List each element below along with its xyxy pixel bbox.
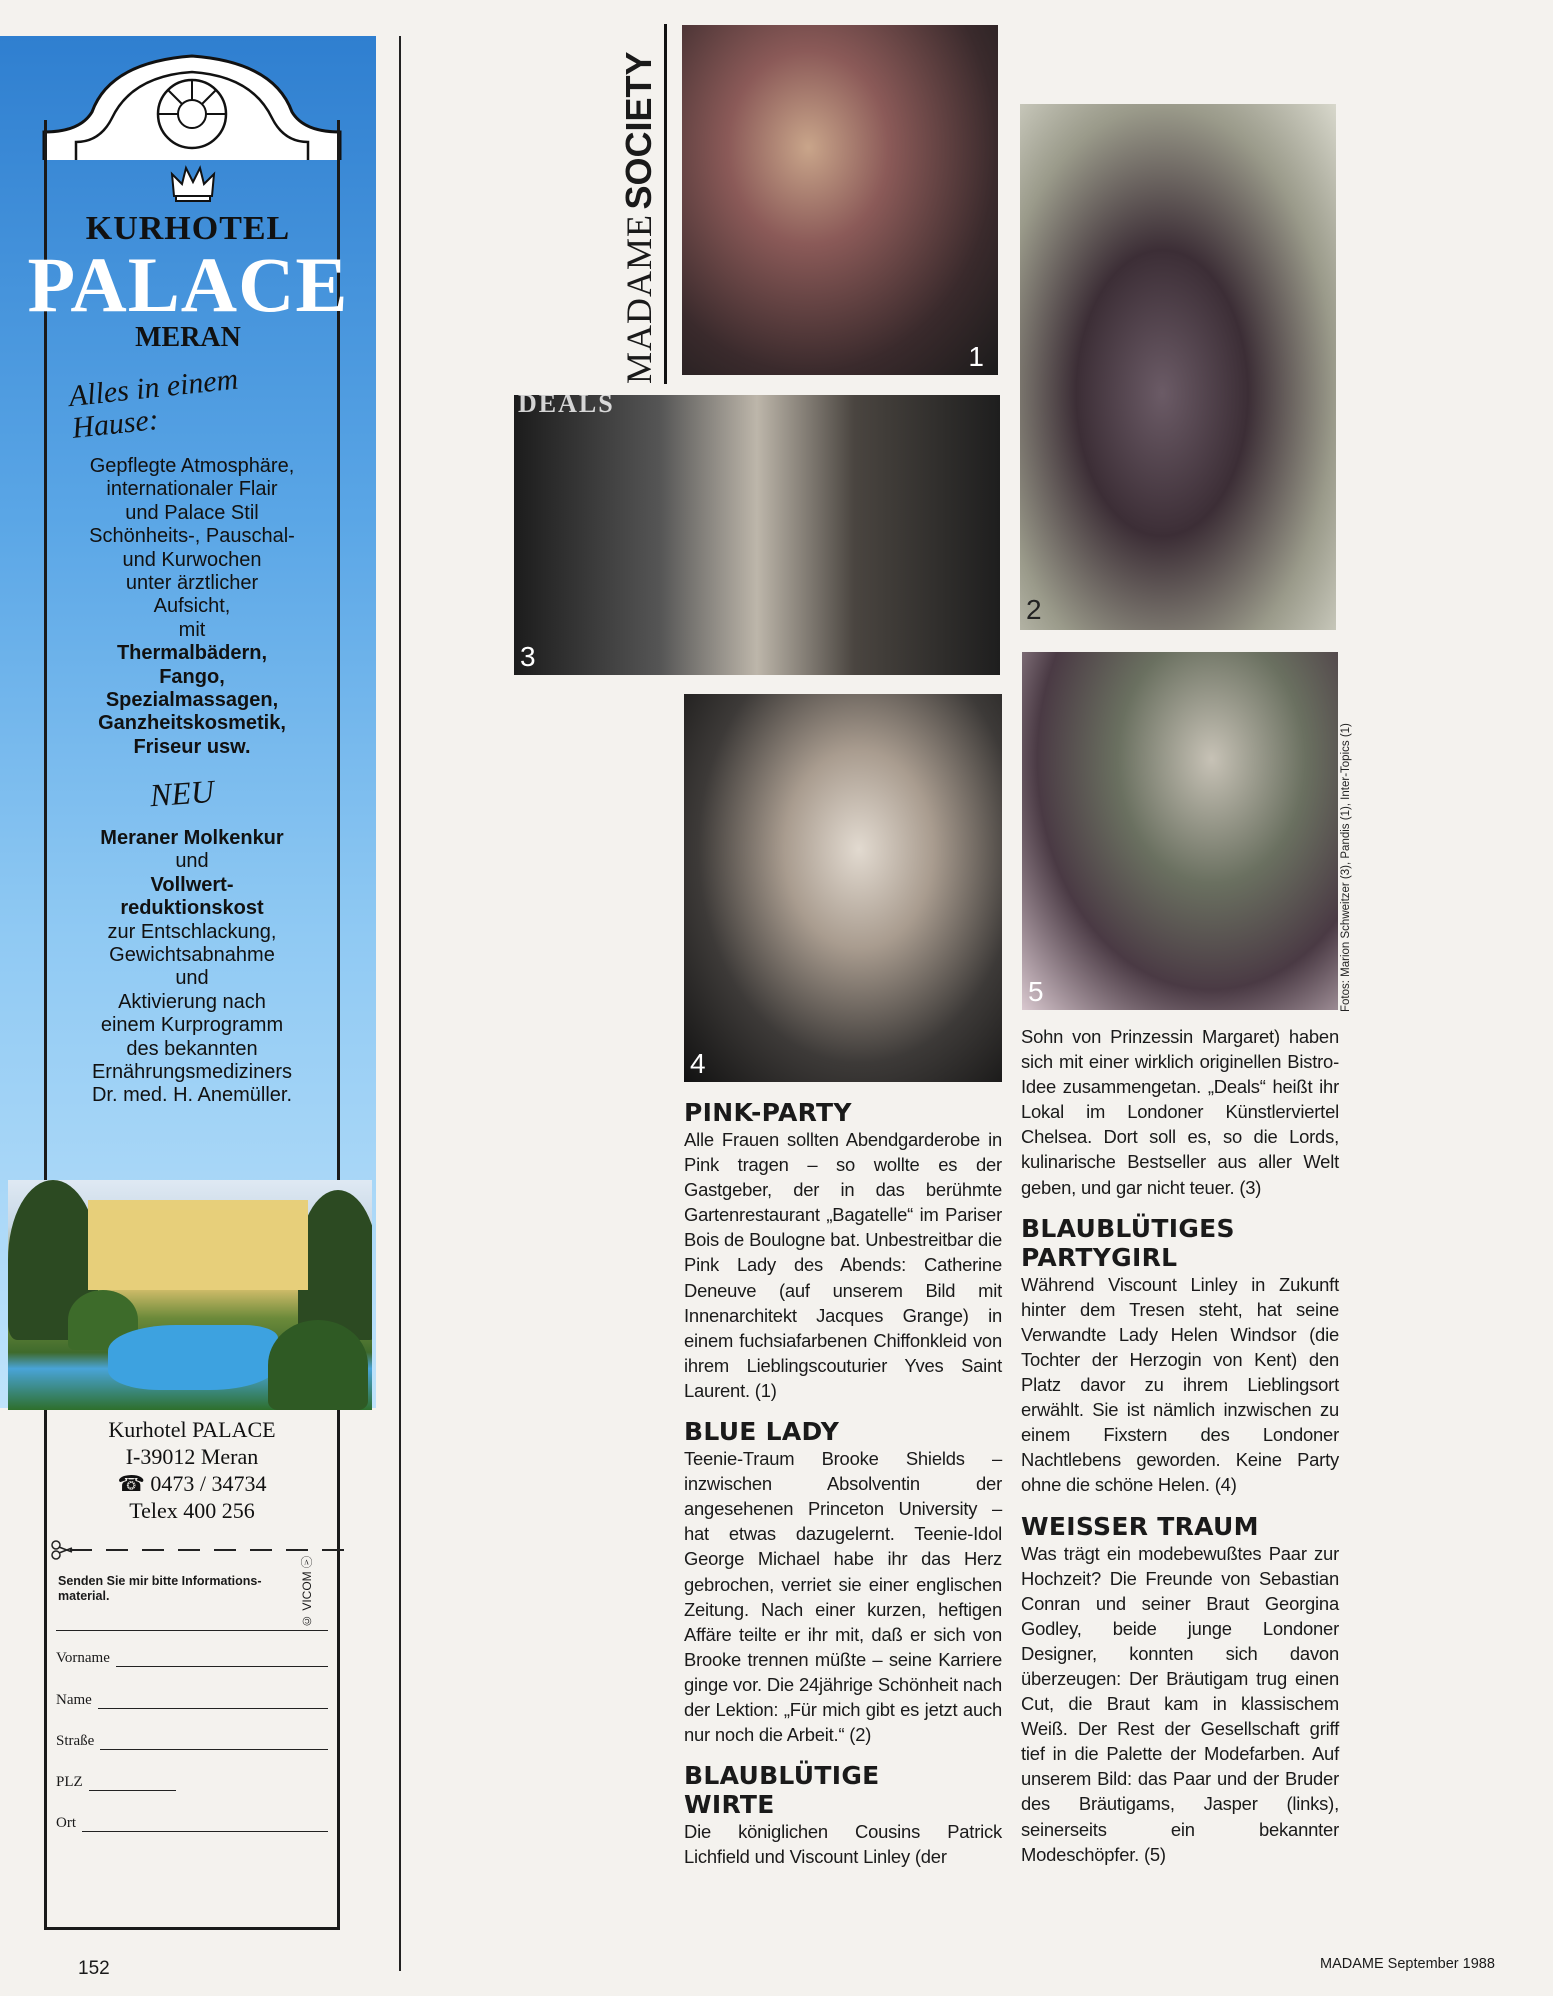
hotel-photo — [8, 1180, 372, 1410]
section-madame: MADAME — [619, 213, 659, 384]
article-column-left — [684, 1098, 1002, 1869]
photo-brooke-shields — [1020, 104, 1336, 630]
form-field-vorname[interactable]: Vorname — [56, 1650, 328, 1667]
page-number: 152 — [78, 1958, 110, 1979]
article-partygirl: Während Viscount Linley in Zukunft hinter dem Tresen steht, hat seine Verwandte Lady Helen Windsor (die Tochter der Herzogin von Kent) den Platz davor zu ihrem Lieblingsort erwählt. Sie ist nämlich inzwischen zu einem Fixstern des Londoner Nachtlebens geworden. Keine Party ohne die schöne Helen. (4) — [1021, 1273, 1339, 1496]
article-blaubluetige-wirte: Die königlichen Cousins Patrick Lichfield und Viscount Linley (der — [684, 1821, 1002, 1868]
column-divider — [399, 36, 401, 1971]
hotel-address: Kurhotel PALACE I-39012 Meran ☎ 0473 / 34734 Telex 400 256 — [108, 1417, 276, 1523]
article-column-right — [1021, 1024, 1339, 1867]
photo-helen-windsor — [684, 694, 1002, 1082]
crown-icon — [170, 164, 216, 204]
form-blank-line[interactable] — [56, 1630, 328, 1631]
photo-number: 1 — [968, 341, 984, 372]
article-pink-party: Alle Frauen sollten Abendgarderobe in Pink tragen – so wollte es der Gastgeber, der in das berühmte Gartenrestaurant „Bagatelle“ im Pariser Bois de Boulogne bat. Unbestreitbar die Pink Lady des Abends: Catherine Deneuve (auf unserem Bild mit Innenarchitekt Jacques Grange) in einem fuchsiafarbenen Chiffonkleid von ihrem Lieblingscouturier Yves Saint Laurent. (1) — [684, 1129, 1002, 1401]
ad-slogan: Alles in einem Hause: — [67, 362, 240, 445]
headline-partygirl: BLAUBLÜTIGES PARTYGIRL — [1021, 1213, 1235, 1272]
form-field-name[interactable]: Name — [56, 1692, 328, 1709]
photo-credit: Fotos: Marion Schweitzer (3), Pandis (1), Inter-Topics (1) — [1340, 723, 1352, 1012]
brand-kurhotel: KURHOTEL — [85, 210, 291, 247]
headline-blue-lady: BLUE LADY — [684, 1417, 840, 1447]
form-field-strasse[interactable]: Straße — [56, 1733, 328, 1750]
ad-neu-text: Meraner Molkenkur und Vollwert- reduktionskost zur Entschlackung, Gewichtsabnahme und Aktivierung nach einem Kurprogramm des bekannten Ernährungsmediziners Dr. med. H. Anemüller. — [91, 827, 293, 1107]
photo-number: 3 — [520, 641, 536, 672]
deals-sign: DEALS — [518, 395, 615, 418]
headline-weisser-traum: WEISSER TRAUM — [1021, 1511, 1259, 1541]
photo-wedding — [1022, 652, 1338, 1010]
form-field-plz[interactable]: PLZ — [56, 1774, 176, 1791]
ad-intro-text: Gepflegte Atmosphäre, internationaler Flair und Palace Stil Schönheits-, Pauschal- und Kurwochen unter ärztlicher Aufsicht, mit Thermalbädern, Fango, Spezialmassagen, Ganzheitskosmetik, Friseur usw. — [89, 455, 295, 758]
photo-deneuve-grange — [682, 25, 998, 375]
article-blue-lady: Teenie-Traum Brooke Shields – inzwischen Absolventin der angesehenen Princeton University – hat etwas dazugelernt. Teenie-Idol George Michael habe ihr das Herz gebrochen, verriet sie einer englischen Zeitung. Nach einer kurzen, heftigen Affäre teilte er ihr mit, daß er sich von Brooke trennen müßte – seine Karriere ginge vor. Die 24jährige Schönheit nach der Lektion: „Für mich gibt es jetzt auch nur noch die Arbeit.“ (2) — [684, 1448, 1002, 1746]
photo-lichfield-linley — [514, 395, 1000, 675]
section-society: SOCIETY — [618, 51, 659, 210]
section-header — [618, 24, 667, 384]
article-blaubluetige-wirte-cont: Sohn von Prinzessin Margaret) haben sich mit einer wirklich originellen Bistro-Idee zusammengetan. „Deals“ heißt ihr Lokal im Londoner Künstlerviertel Chelsea. Dort soll es, so die Lords, kulinarische Bestseller aus aller Welt geben, und gar nicht teuer. (3) — [1021, 1026, 1339, 1198]
ad-neu-label: NEU — [148, 772, 216, 814]
vicom-credit: © VICOM ⓥ — [300, 1556, 314, 1629]
brand-meran: MERAN — [135, 322, 241, 353]
photo-number: 4 — [690, 1048, 706, 1079]
brand-palace: PALACE — [27, 241, 349, 328]
photo-number: 2 — [1026, 594, 1042, 625]
magazine-footer: MADAME September 1988 — [1320, 1956, 1495, 1972]
form-title: Senden Sie mir bitte Informations-material. — [58, 1574, 262, 1603]
form-field-ort[interactable]: Ort — [56, 1815, 328, 1832]
article-weisser-traum: Was trägt ein modebewußtes Paar zur Hochzeit? Die Freunde von Sebastian Conran und seiner Braut Georgina Godley, beide junge Londoner Designer, konnten sich davon überzeugen: Der Bräutigam trug einen Cut, die Braut kam in klassischem Weiß. Der Rest der Gesellschaft griff tief in die Palette der Modefarben. Auf unserem Bild: das Paar und der Bruder des Bräutigams, Jasper (links), seinerseits ein bekannter Modeschöpfer. (5) — [1021, 1542, 1339, 1865]
headline-pink-party: PINK-PARTY — [684, 1098, 852, 1127]
headline-blaubluetige-wirte: BLAUBLÜTIGE WIRTE — [684, 1761, 880, 1820]
photo-number: 5 — [1028, 976, 1044, 1007]
